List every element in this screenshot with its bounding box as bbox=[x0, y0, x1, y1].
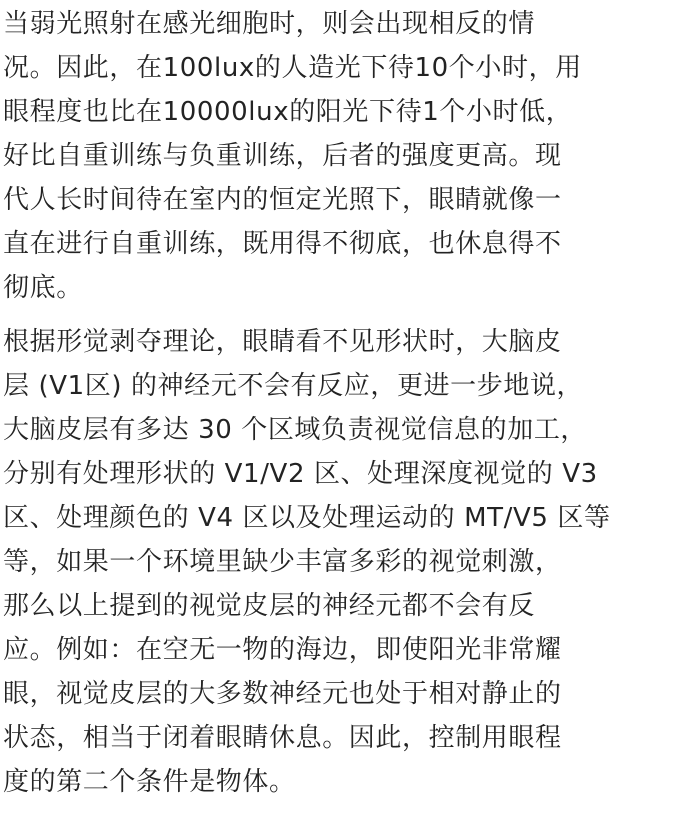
text-line-2: 况。因此，在100lux的人造光下待10个小时，用 bbox=[3, 53, 582, 83]
text-line-15: 应。例如：在空无一物的海边，即使阳光非常耀 bbox=[3, 635, 562, 665]
text-line-7: 彻底。 bbox=[3, 273, 83, 303]
text-line-11: 分别有处理形状的 V1/V2 区、处理深度视觉的 V3 bbox=[3, 459, 598, 489]
text-line-1: 当弱光照射在感光细胞时，则会出现相反的情 bbox=[3, 9, 536, 39]
text-line-17: 状态，相当于闭着眼睛休息。因此，控制用眼程 bbox=[3, 723, 562, 753]
text-line-9: 层 (V1区) 的神经元不会有反应，更进一步地说， bbox=[3, 371, 584, 401]
text-line-6: 直在进行自重训练，既用得不彻底，也休息得不 bbox=[3, 229, 562, 259]
text-line-4: 好比自重训练与负重训练，后者的强度更高。现 bbox=[3, 141, 562, 171]
text-line-10: 大脑皮层有多达 30 个区域负责视觉信息的加工， bbox=[3, 415, 588, 445]
text-line-13: 等，如果一个环境里缺少丰富多彩的视觉刺激， bbox=[3, 547, 562, 577]
text-line-3: 眼程度也比在10000lux的阳光下待1个小时低， bbox=[3, 97, 573, 127]
text-line-12: 区、处理颜色的 V4 区以及处理运动的 MT/V5 区等 bbox=[3, 503, 611, 533]
text-line-18: 度的第二个条件是物体。 bbox=[3, 767, 296, 797]
text-line-14: 那么以上提到的视觉皮层的神经元都不会有反 bbox=[3, 591, 536, 621]
text-line-8: 根据形觉剥夺理论，眼睛看不见形状时，大脑皮 bbox=[3, 327, 562, 357]
text-line-5: 代人长时间待在室内的恒定光照下，眼睛就像一 bbox=[3, 185, 562, 215]
text-line-16: 眼，视觉皮层的大多数神经元也处于相对静止的 bbox=[3, 679, 562, 709]
